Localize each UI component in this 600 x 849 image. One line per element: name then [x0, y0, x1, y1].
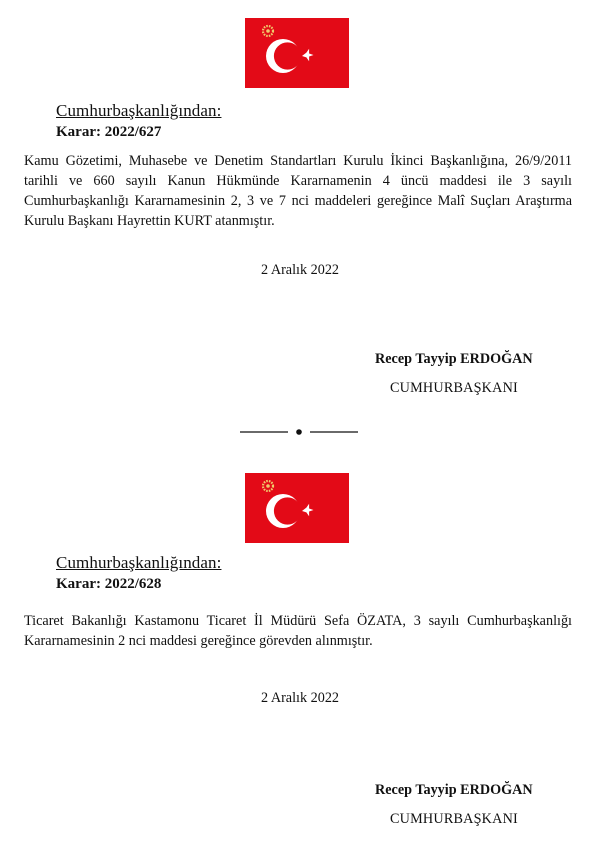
signer-name [375, 782, 533, 799]
signer-surname: ERDOĞAN [460, 351, 533, 367]
signer-given-name: Recep Tayyip [375, 782, 457, 798]
signer-surname: ERDOĞAN [460, 782, 533, 798]
signer-title: CUMHURBAŞKANI [390, 811, 518, 827]
section-divider [240, 425, 358, 439]
signer-name [375, 351, 533, 368]
decision-date: 2 Aralık 2022 [260, 262, 340, 278]
issuer-heading: Cumhurbaşkanlığından: [56, 553, 222, 572]
signer-title: CUMHURBAŞKANI [390, 380, 518, 396]
decision-body: Kamu Gözetimi, Muhasebe ve Denetim Standartları Kurulu İkinci Başkanlığına, 26/9/2011 tarihli ve 660 sayılı Kanun Hükmünde Kararnamenin 4 üncü maddesi ile 3 sayılı Cumhurbaşkanlığı Kararnamesinin 2, 3 ve 7 nci maddeleri gereğince Malî Suçları Araştırma Kurulu Başkanı Hayrettin KURT atanmıştır. [24, 153, 572, 229]
decision-number: Karar: 2022/627 [56, 124, 162, 140]
signer-given-name: Recep Tayyip [375, 351, 457, 367]
turkish-flag-emblem [245, 473, 349, 543]
turkish-flag-emblem [245, 18, 349, 88]
issuer-heading: Cumhurbaşkanlığından: [56, 101, 222, 120]
decision-date: 2 Aralık 2022 [260, 690, 340, 706]
decision-body: Ticaret Bakanlığı Kastamonu Ticaret İl Müdürü Sefa ÖZATA, 3 sayılı Cumhurbaşkanlığı Kararnamesinin 2 nci maddesi gereğince görevden alınmıştır. [24, 613, 572, 649]
decision-number: Karar: 2022/628 [56, 576, 162, 592]
